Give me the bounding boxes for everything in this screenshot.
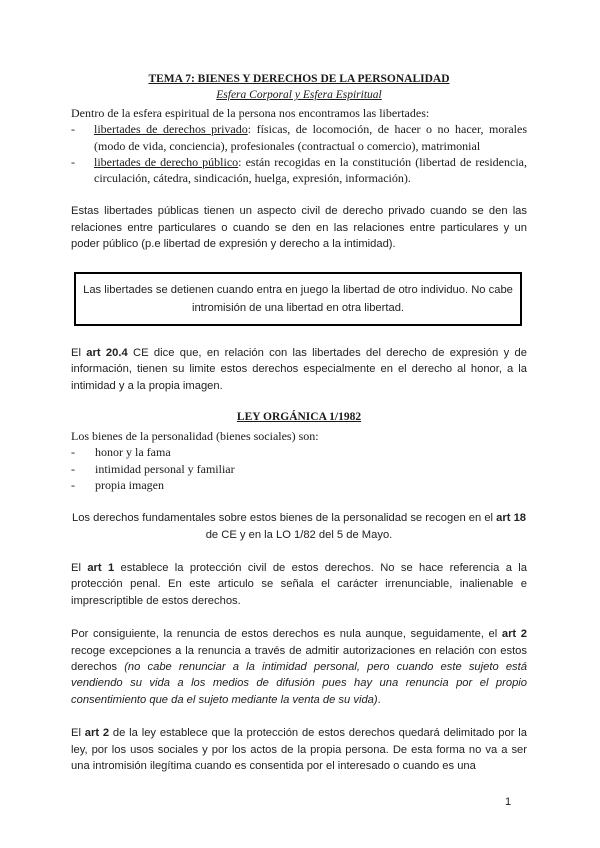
art2-paragraph xyxy=(71,725,527,774)
liberty-term: libertades de derechos privado xyxy=(94,122,248,137)
public-liberties-paragraph: Estas libertades públicas tienen un aspecto civil de derecho privado cuando se den las relaciones entre particulares o cuando se den en las relaciones entre particulares y un poder público (p.e libertad de expresión y derecho a la intimidad). xyxy=(71,205,527,251)
list-item: - propia imagen xyxy=(71,477,527,493)
renuncia-paragraph xyxy=(71,626,527,708)
page-title: TEMA 7: BIENES Y DERECHOS DE LA PERSONALIDAD xyxy=(148,73,450,85)
liberty-text: : físicas, de locomoción, de hacer o no hacer, morales (modo de vida, conciencia), profesionales (contractual o comercio), matrimonial xyxy=(94,122,527,153)
text-run: CE dice que, en relación con las libertades del derecho de expresión y de información, tienen su limite estos derechos especialmente en el derecho al honor, a la intimidad y a la propia imagen. xyxy=(71,346,528,392)
article-ref: art 1 xyxy=(87,561,115,574)
liberty-term: libertades de derecho público xyxy=(94,154,239,169)
page-subtitle: Esfera Corporal y Esfera Espiritual xyxy=(216,89,382,101)
fundamental-rights-paragraph xyxy=(71,510,527,543)
text-run: de la ley establece que la protección de estos derechos quedará delimitado por la ley, por los usos sociales y por los actos de la propia persona. De esta forma no va a ser una intromisión ilegítima cuando es consentida por el interesado o cuando es una xyxy=(71,727,527,772)
text-run: . xyxy=(377,693,381,706)
goods-intro: Los bienes de la personalidad (bienes sociales) son: xyxy=(71,428,319,443)
list-item xyxy=(71,154,527,187)
page-number: 1 xyxy=(505,796,512,808)
document-page xyxy=(71,72,527,774)
italic-note: (no cabe renunciar a la intimidad personal, pero cuando este sujeto está vendiendo su vida a los medios de difusión pues hay una renuncia por el propio consentimiento que da el sujeto mediante la venta de su vida) xyxy=(71,660,527,706)
article-ref: art 2 xyxy=(501,628,527,641)
highlight-text: Las libertades se detienen cuando entra en juego la libertad de otro individuo. No cabe intromisión de una libertad en otra libertad. xyxy=(83,283,513,314)
list-item: - honor y la fama xyxy=(71,444,527,460)
art20-paragraph xyxy=(71,345,527,394)
liberties-list xyxy=(71,121,527,186)
art1-paragraph xyxy=(71,560,527,609)
text-run: El xyxy=(71,346,87,359)
highlight-box xyxy=(74,272,522,326)
text-run: Los derechos fundamentales sobre estos bienes de la personalidad se recogen en el xyxy=(71,512,497,525)
text-run: de CE y en la LO 1/82 del 5 de Mayo. xyxy=(205,528,393,541)
text-run: recoge excepciones a la renuncia a través de admitir autorizaciones en relación con estos derechos xyxy=(71,644,527,673)
text-run: El xyxy=(71,561,88,574)
intro-paragraph: Dentro de la esfera espiritual de la persona nos encontramos las libertades: xyxy=(71,106,430,120)
liberty-text: : están recogidas en la constitución (libertad de residencia, circulación, cátedra, sindicación, huelga, expresión, información). xyxy=(94,154,527,186)
article-ref: art 2 xyxy=(84,727,110,740)
list-item xyxy=(71,121,527,154)
goods-list xyxy=(71,444,527,493)
text-run: El xyxy=(71,727,85,740)
text-run: establece la protección civil de estos derechos. No se hace referencia a la protección penal. En este articulo se señala el carácter irrenunciable, inalienable e imprescriptible de estos derechos. xyxy=(71,561,528,607)
article-ref: art 18 xyxy=(496,512,527,525)
list-item: - intimidad personal y familiar xyxy=(71,461,527,477)
law-heading: LEY ORGÁNICA 1/1982 xyxy=(236,410,362,423)
text-run: Por consiguiente, la renuncia de estos derechos es nula aunque, seguidamente, el xyxy=(71,628,502,641)
article-ref: art 20.4 xyxy=(86,346,128,359)
